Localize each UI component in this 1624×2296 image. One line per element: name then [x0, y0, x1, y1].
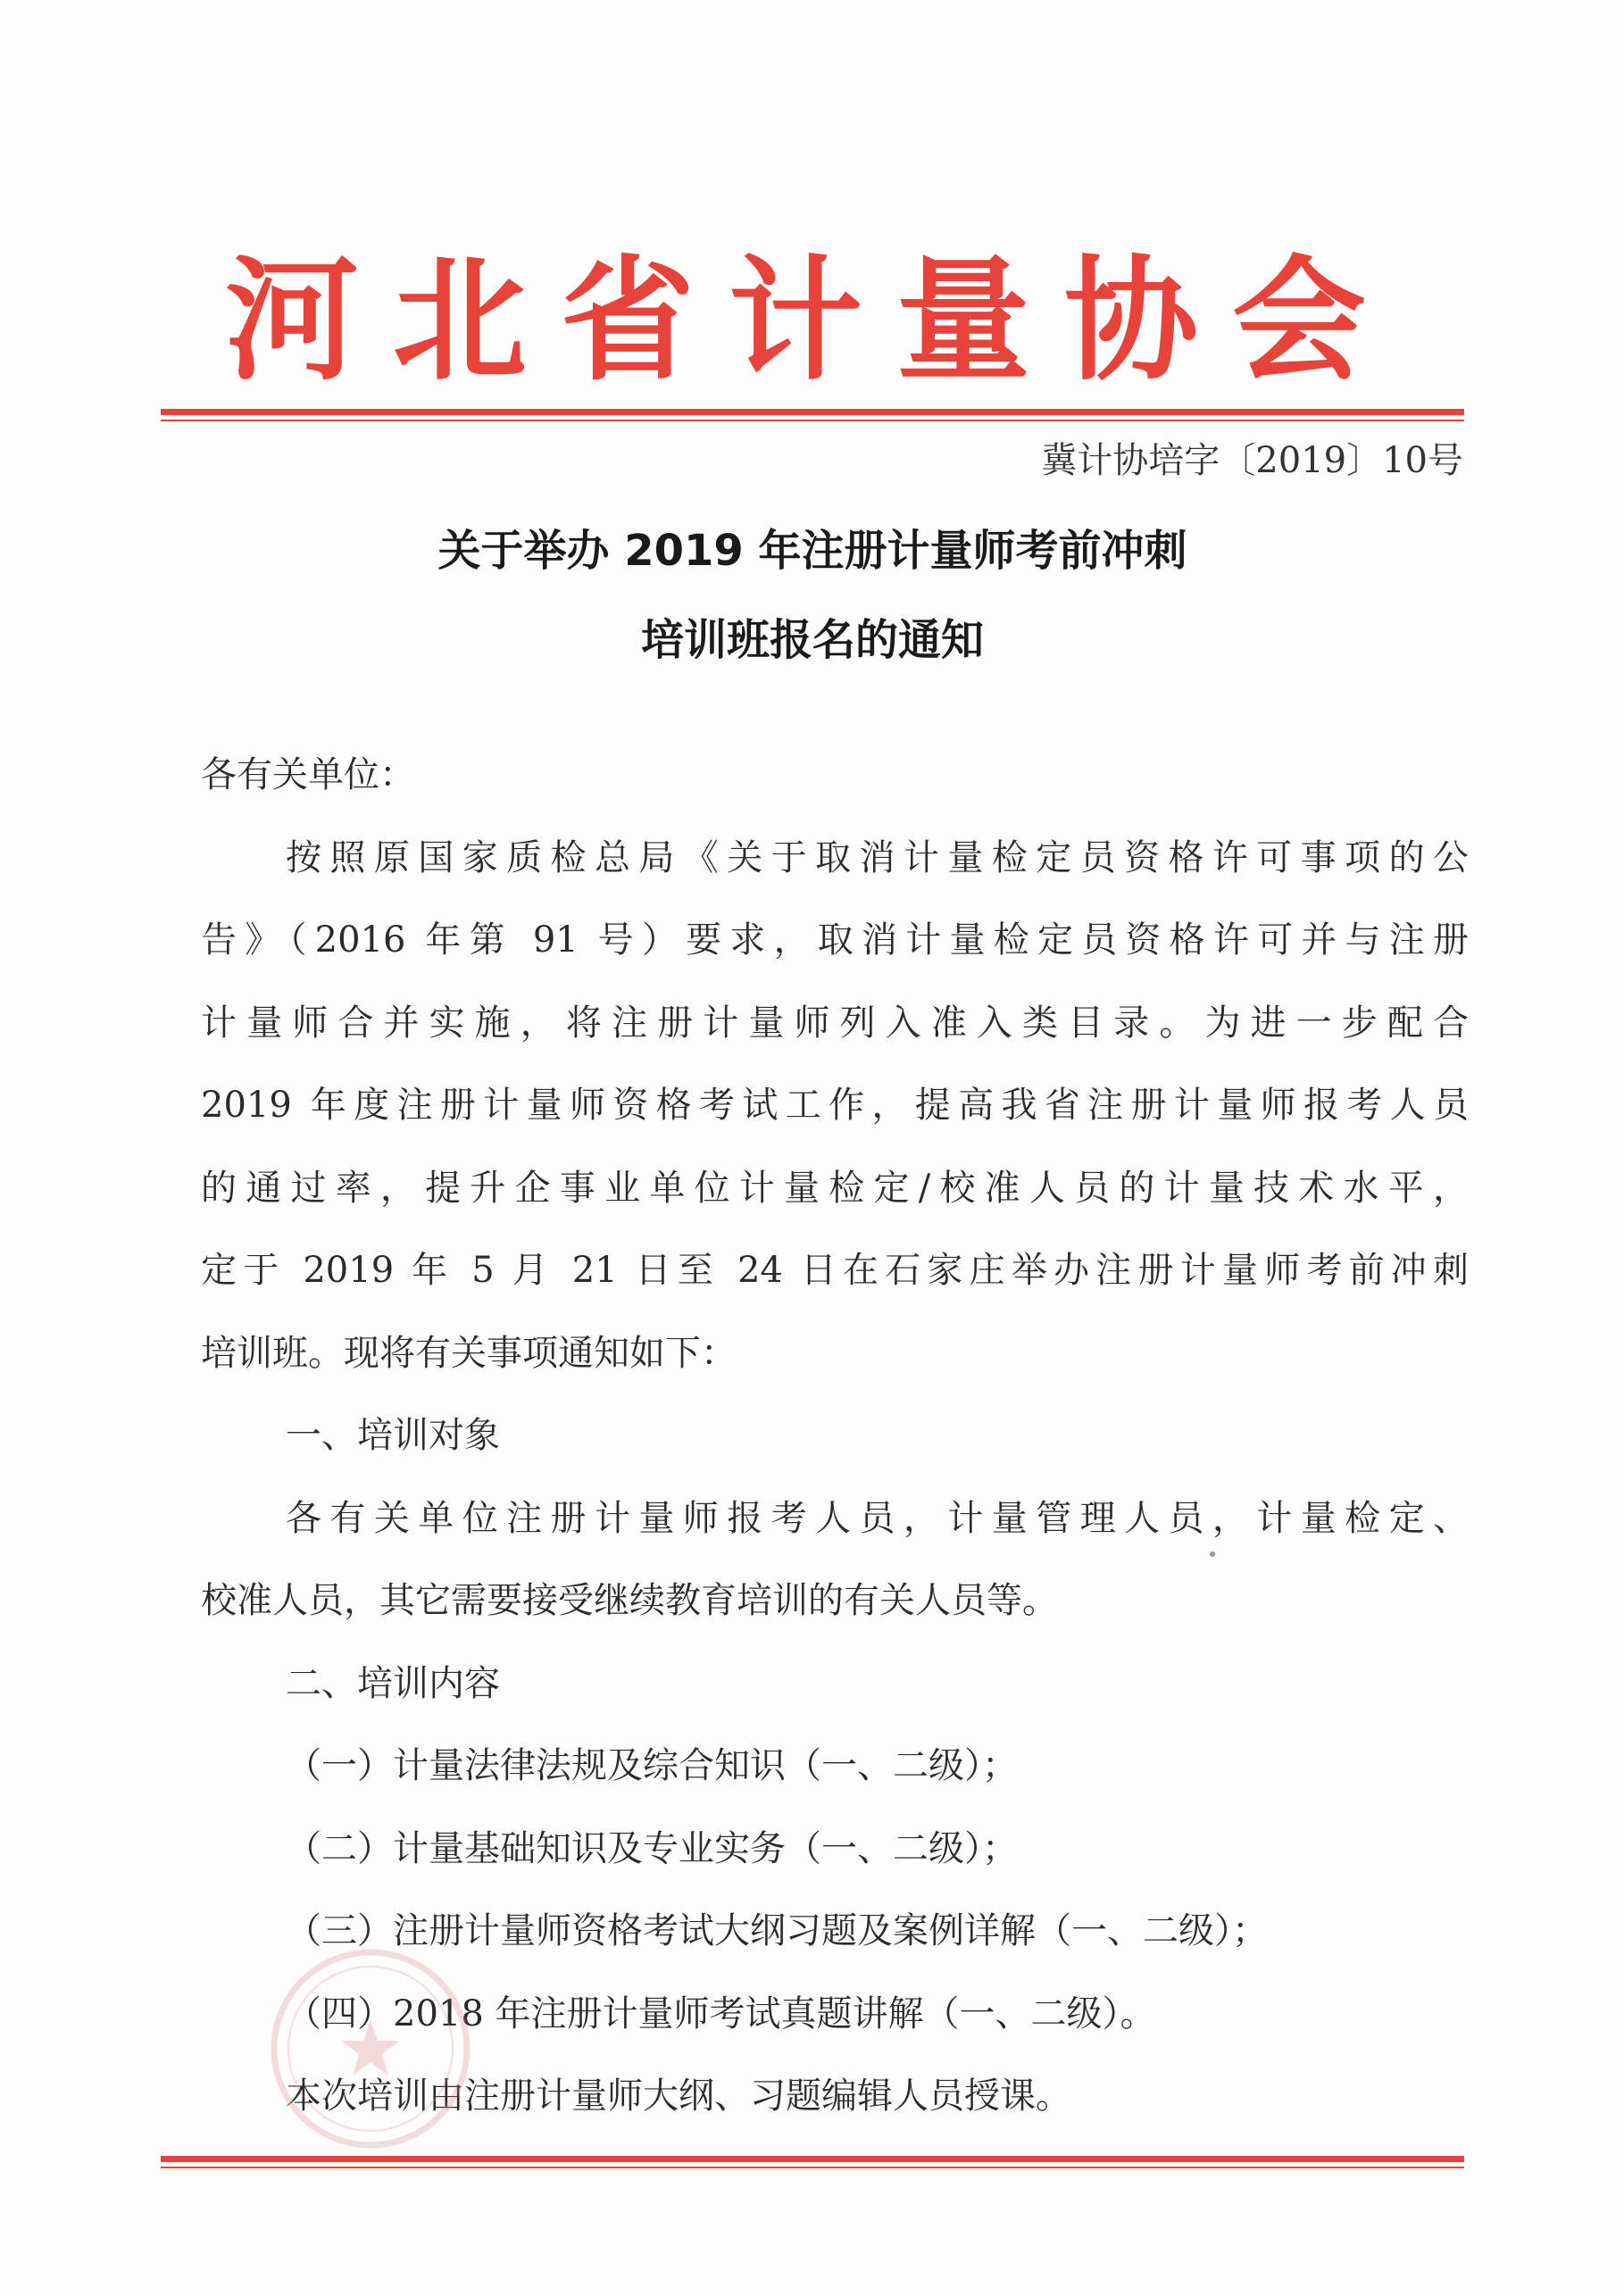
paragraph-line: 的通过率，提升企事业单位计量检定/校准人员的计量技术水平， [201, 1167, 1469, 1209]
section-heading-training-content: 二、培训内容 [286, 1662, 500, 1704]
paragraph-line: 定于 2019 年 5 月 21 日至 24 日在石家庄举办注册计量师考前冲刺 [201, 1250, 1469, 1291]
letterhead-org-name: 河北省计量协会 [224, 244, 1400, 399]
notice-title-line-2: 培训班报名的通知 [640, 615, 984, 665]
official-seal-stamp [268, 1946, 473, 2151]
paragraph-line: 告》（2016 年第 91 号）要求，取消计量检定员资格许可并与注册 [201, 919, 1469, 961]
paragraph-line: 计量师合并实施，将注册计量师列入准入类目录。为进一步配合 [201, 1002, 1469, 1044]
footer-red-rule [161, 2156, 1464, 2168]
rule-thick-line [161, 409, 1464, 415]
document-number: 冀计协培字〔2019〕10号 [1041, 440, 1463, 481]
salutation: 各有关单位： [201, 754, 415, 795]
content-item: （四）2018 年注册计量师考试真题讲解（一、二级）。 [286, 1992, 1156, 2034]
rule-thin-line [161, 420, 1464, 421]
notice-body [201, 734, 1469, 2138]
rule-thick-line [161, 2156, 1464, 2162]
section-text-line: 各有关单位注册计量师报考人员，计量管理人员，计量检定、 [286, 1497, 1469, 1539]
notice-title-line-1: 关于举办 2019 年注册计量师考前冲刺 [437, 526, 1187, 576]
closing-line: 本次培训由注册计量师大纲、习题编辑人员授课。 [286, 2076, 1071, 2117]
rule-thin-line [161, 2167, 1464, 2168]
letterhead-red-rule [161, 409, 1464, 421]
content-item: （二）计量基础知识及专业实务（一、二级）； [286, 1827, 1018, 1869]
content-item: （三）注册计量师资格考试大纲习题及案例详解（一、二级）； [286, 1910, 1268, 1951]
paragraph-line: 按照原国家质检总局《关于取消计量检定员资格许可事项的公 [286, 836, 1469, 878]
paragraph-line: 2019 年度注册计量师资格考试工作，提高我省注册计量师报考人员 [201, 1085, 1469, 1126]
paragraph-line: 培训班。现将有关事项通知如下： [201, 1332, 737, 1374]
content-item: （一）计量法律法规及综合知识（一、二级）； [286, 1745, 1018, 1786]
scan-speck [1210, 1551, 1215, 1557]
section-heading-training-target: 一、培训对象 [286, 1415, 500, 1456]
section-text-line: 校准人员，其它需要接受继续教育培训的有关人员等。 [201, 1580, 1058, 1621]
